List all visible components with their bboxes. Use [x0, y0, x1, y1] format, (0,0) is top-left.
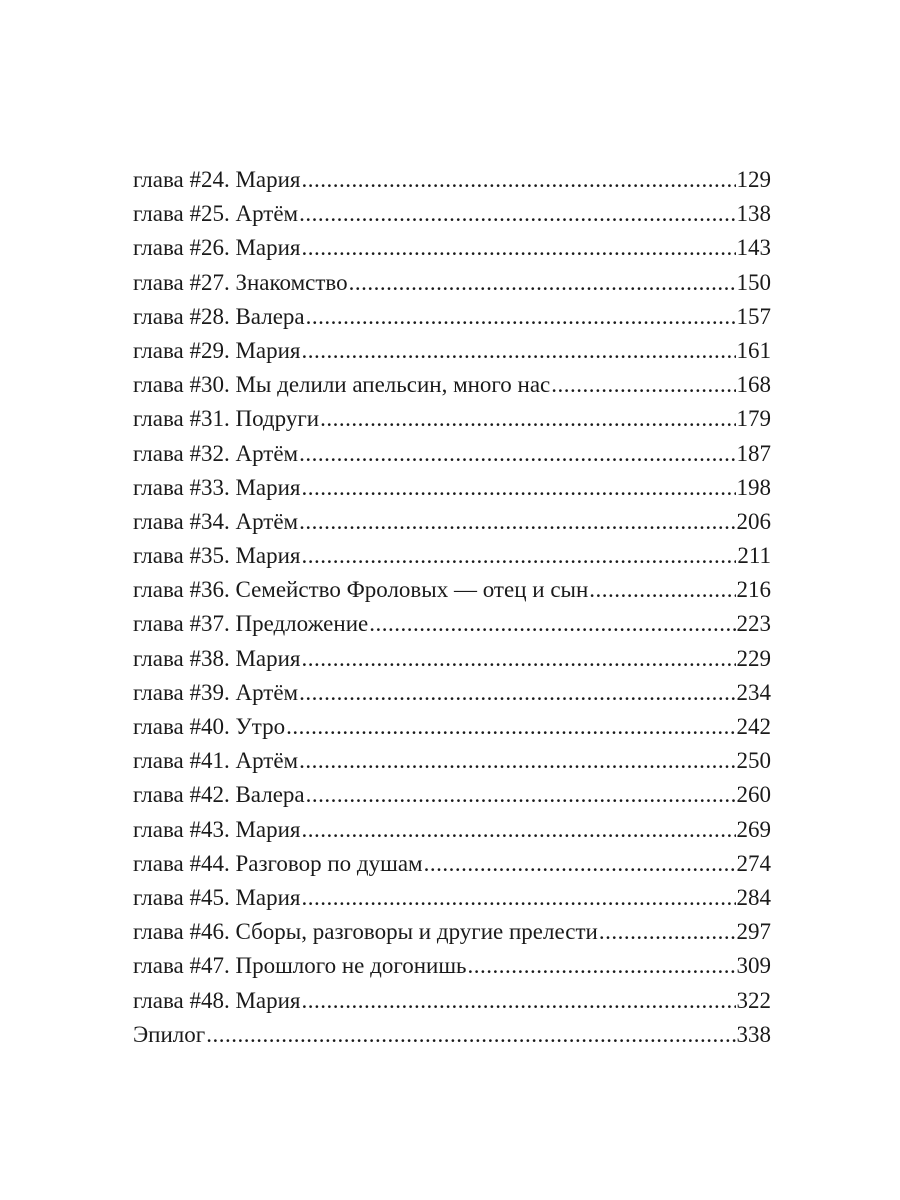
- toc-entry-page: 309: [736, 953, 771, 979]
- toc-entry-page: 284: [736, 884, 771, 910]
- toc-entry-page: 216: [736, 577, 771, 603]
- toc-entry-page: 274: [736, 850, 771, 876]
- toc-entry: [133, 813, 771, 847]
- toc-entry: [133, 402, 771, 436]
- toc-entry-title: глава #29. Мария: [133, 337, 301, 363]
- toc-leader-dots: [424, 847, 736, 881]
- toc-entry-title: глава #44. Разговор по душам: [133, 850, 423, 876]
- toc-entry-page: 179: [736, 406, 771, 432]
- toc-entry-title: глава #28. Валера: [133, 303, 305, 329]
- toc-leader-dots: [299, 744, 735, 778]
- toc-entry: [133, 710, 771, 744]
- toc-entry: [133, 300, 771, 334]
- toc-entry-page: 143: [736, 235, 771, 261]
- toc-leader-dots: [299, 676, 735, 710]
- toc-entry-title: глава #30. Мы делили апельсин, много нас: [133, 372, 551, 398]
- toc-leader-dots: [589, 573, 735, 607]
- table-of-contents: [133, 163, 771, 1052]
- toc-entry-page: 138: [736, 201, 771, 227]
- toc-entry-title: глава #40. Утро: [133, 714, 286, 739]
- toc-entry-page: 187: [736, 440, 771, 466]
- toc-entry: [133, 607, 771, 641]
- toc-leader-dots: [306, 778, 736, 812]
- toc-entry-title: глава #43. Мария: [133, 816, 301, 842]
- toc-leader-dots: [302, 642, 736, 676]
- toc-entry: [133, 505, 771, 539]
- toc-entry: [133, 231, 771, 265]
- toc-entry: [133, 1018, 771, 1052]
- toc-entry: [133, 847, 771, 881]
- toc-entry-page: 129: [736, 167, 771, 192]
- toc-entry-page: 150: [736, 269, 771, 295]
- toc-leader-dots: [299, 437, 735, 471]
- toc-entry: [133, 539, 771, 573]
- toc-leader-dots: [302, 163, 736, 197]
- toc-entry-title: глава #45. Мария: [133, 884, 301, 910]
- toc-leader-dots: [551, 368, 735, 402]
- toc-entry-page: 161: [736, 337, 771, 363]
- toc-entry-page: 242: [736, 714, 771, 739]
- toc-entry-title: глава #37. Предложение: [133, 611, 369, 637]
- toc-entry: [133, 437, 771, 471]
- toc-entry-title: глава #32. Артём: [133, 440, 299, 466]
- toc-leader-dots: [302, 539, 737, 573]
- toc-entry: [133, 573, 771, 607]
- toc-entry-page: 198: [736, 474, 771, 500]
- toc-entry-page: 338: [736, 1021, 771, 1047]
- toc-entry: [133, 266, 771, 300]
- toc-leader-dots: [306, 300, 736, 334]
- toc-entry-title: глава #42. Валера: [133, 782, 305, 808]
- toc-entry-page: 260: [736, 782, 771, 808]
- toc-entry: [133, 642, 771, 676]
- toc-entry-title: глава #36. Семейство Фроловых — отец и сын: [133, 577, 589, 603]
- toc-entry-title: глава #26. Мария: [133, 235, 301, 261]
- toc-entry-page: 269: [736, 816, 771, 842]
- toc-leader-dots: [302, 813, 736, 847]
- toc-leader-dots: [468, 949, 736, 983]
- toc-entry: [133, 471, 771, 505]
- toc-leader-dots: [320, 402, 735, 436]
- toc-leader-dots: [302, 231, 736, 265]
- toc-entry: [133, 676, 771, 710]
- toc-entry: [133, 949, 771, 983]
- toc-entry: [133, 778, 771, 812]
- toc-entry-title: глава #31. Подруги: [133, 406, 320, 432]
- toc-entry-page: 229: [736, 645, 771, 671]
- toc-entry-page: 223: [736, 611, 771, 637]
- toc-entry-page: 297: [736, 919, 771, 945]
- toc-entry: [133, 744, 771, 778]
- toc-leader-dots: [302, 881, 736, 915]
- toc-entry-title: глава #46. Сборы, разговоры и другие прелести: [133, 919, 598, 945]
- toc-entry-title: глава #24. Мария: [133, 167, 301, 192]
- toc-leader-dots: [349, 266, 736, 300]
- toc-leader-dots: [286, 710, 735, 744]
- toc-entry: [133, 368, 771, 402]
- toc-leader-dots: [299, 505, 735, 539]
- toc-entry: [133, 881, 771, 915]
- toc-entry-title: глава #27. Знакомство: [133, 269, 348, 295]
- toc-entry-page: 250: [736, 748, 771, 774]
- toc-entry-title: глава #33. Мария: [133, 474, 301, 500]
- toc-entry: [133, 163, 771, 197]
- toc-entry-page: 206: [736, 508, 771, 534]
- toc-entry: [133, 984, 771, 1018]
- toc-leader-dots: [299, 197, 735, 231]
- toc-entry-page: 234: [736, 679, 771, 705]
- toc-entry-title: глава #35. Мария: [133, 543, 301, 569]
- toc-leader-dots: [369, 607, 735, 641]
- toc-entry-title: глава #39. Артём: [133, 679, 299, 705]
- toc-entry: [133, 197, 771, 231]
- toc-entry-page: 157: [736, 303, 771, 329]
- toc-entry: [133, 915, 771, 949]
- toc-leader-dots: [599, 915, 736, 949]
- toc-entry-title: Эпилог: [133, 1021, 206, 1047]
- toc-leader-dots: [302, 984, 736, 1018]
- toc-leader-dots: [206, 1018, 735, 1052]
- toc-entry-page: 168: [736, 372, 771, 398]
- toc-entry-title: глава #25. Артём: [133, 201, 299, 227]
- toc-entry-title: глава #34. Артём: [133, 508, 299, 534]
- toc-entry-page: 322: [736, 987, 771, 1013]
- toc-entry-title: глава #47. Прошлого не догонишь: [133, 953, 467, 979]
- toc-leader-dots: [302, 471, 736, 505]
- toc-entry-title: глава #48. Мария: [133, 987, 301, 1013]
- toc-entry: [133, 334, 771, 368]
- toc-leader-dots: [302, 334, 736, 368]
- toc-entry-title: глава #41. Артём: [133, 748, 299, 774]
- toc-entry-page: 211: [737, 543, 771, 569]
- toc-entry-title: глава #38. Мария: [133, 645, 301, 671]
